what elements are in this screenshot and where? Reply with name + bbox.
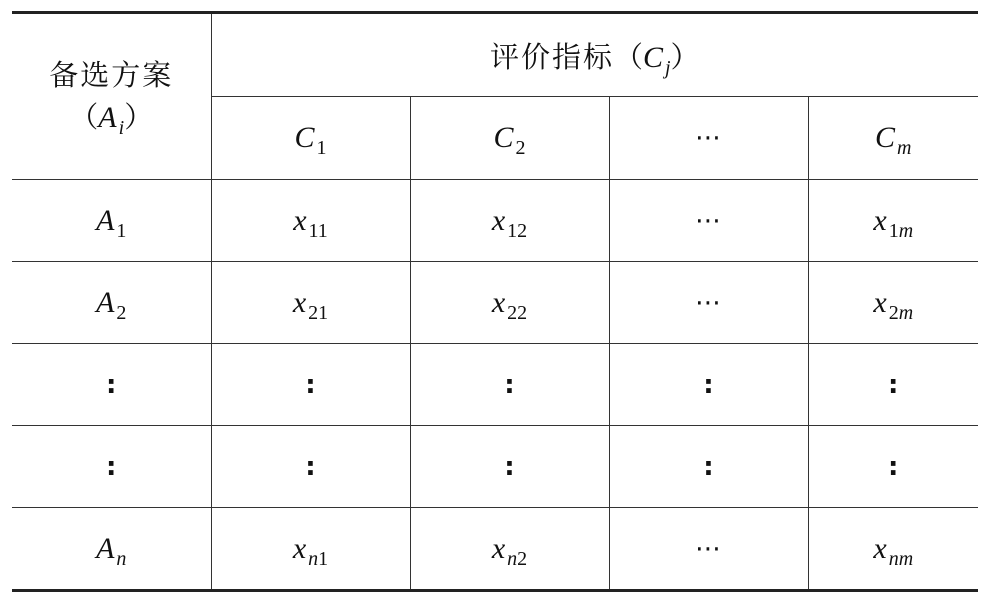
table-row (12, 180, 978, 262)
table-row (12, 508, 978, 591)
element-base: x (873, 531, 887, 565)
element-base: x (293, 203, 307, 237)
criteria-header-label: 评价指标 (489, 39, 614, 74)
ellipsis: ⋯ (695, 533, 722, 564)
alternatives-header-cell (12, 13, 211, 180)
element-sub-num: 1 (318, 547, 329, 570)
element-base: x (292, 285, 307, 319)
element-sub-var: n (308, 547, 319, 570)
element-sub-var: m (898, 219, 914, 242)
vertical-ellipsis: : (106, 451, 117, 482)
vertical-ellipsis: : (305, 369, 316, 400)
table-row (12, 262, 978, 344)
criterion-symbol-base: C (294, 121, 315, 154)
criterion-symbol-sub: 2 (515, 137, 526, 159)
header-row-1 (12, 13, 978, 97)
criteria-column-header (609, 97, 808, 180)
matrix-cell (609, 508, 808, 591)
element-sub-num: 12 (507, 219, 528, 242)
element-base: x (873, 285, 887, 319)
close-paren: ） (124, 99, 154, 134)
matrix-cell (808, 508, 978, 591)
matrix-cell (609, 180, 808, 262)
element-sub-var: m (898, 301, 914, 324)
element-base: x (292, 531, 307, 565)
alternative-cell (12, 262, 211, 344)
criteria-column-header (808, 97, 978, 180)
vertical-ellipsis: : (504, 451, 515, 482)
vertical-ellipsis: : (888, 369, 899, 400)
criteria-column-header (211, 97, 410, 180)
alternative-symbol-base: A (96, 285, 115, 319)
ellipsis: ⋯ (695, 205, 722, 236)
alternative-symbol-sub: 2 (116, 301, 127, 324)
close-paren: ） (670, 39, 700, 74)
alternatives-symbol-sub: i (118, 116, 125, 139)
element-sub-num: 1 (888, 219, 899, 242)
element-sub-num: 22 (507, 301, 528, 324)
criteria-column-header (410, 97, 609, 180)
table-row (12, 344, 978, 426)
element-base: x (491, 531, 506, 565)
element-sub-num: 11 (308, 219, 328, 242)
matrix-cell (211, 262, 410, 344)
vertical-ellipsis: : (703, 369, 714, 400)
alternative-cell (12, 426, 211, 508)
element-sub-num: 2 (888, 301, 899, 324)
element-base: x (491, 285, 506, 319)
matrix-cell (410, 508, 609, 591)
matrix-cell (211, 426, 410, 508)
matrix-cell (808, 262, 978, 344)
element-sub-num: 2 (517, 547, 528, 570)
matrix-cell (808, 426, 978, 508)
alternative-symbol-base: A (96, 531, 115, 565)
vertical-ellipsis: : (106, 369, 117, 400)
matrix-cell (410, 344, 609, 426)
alternative-symbol-sub: 1 (116, 219, 127, 242)
matrix-cell (808, 344, 978, 426)
alternatives-symbol (12, 96, 211, 140)
alternative-symbol-base: A (96, 203, 115, 237)
vertical-ellipsis: : (305, 451, 316, 482)
element-base: x (873, 203, 887, 237)
element-base: x (491, 203, 506, 237)
matrix-cell (410, 180, 609, 262)
criteria-symbol-sub: j (664, 56, 671, 79)
matrix-cell (211, 508, 410, 591)
matrix-cell (211, 180, 410, 262)
table-body (12, 13, 978, 591)
matrix-cell (410, 262, 609, 344)
criterion-symbol-sub: 1 (316, 137, 327, 159)
open-paren: （ (69, 99, 99, 134)
matrix-cell (609, 262, 808, 344)
alternative-cell (12, 180, 211, 262)
vertical-ellipsis: : (703, 451, 714, 482)
element-sub-var: n (507, 547, 518, 570)
criteria-symbol-base: C (642, 40, 663, 74)
vertical-ellipsis: : (504, 369, 515, 400)
matrix-cell (410, 426, 609, 508)
matrix-cell (808, 180, 978, 262)
alternative-symbol-sub: n (116, 547, 127, 570)
matrix-cell (609, 344, 808, 426)
criterion-symbol-sub: m (897, 137, 912, 159)
open-paren: （ (613, 39, 643, 74)
criteria-header-cell (211, 13, 978, 97)
alternatives-symbol-base: A (98, 100, 117, 134)
matrix-cell (211, 344, 410, 426)
table-row (12, 426, 978, 508)
element-sub-var: nm (888, 547, 914, 570)
element-sub-num: 21 (308, 301, 329, 324)
ellipsis: ⋯ (695, 287, 722, 318)
ellipsis: ⋯ (695, 123, 722, 153)
alternative-cell (12, 344, 211, 426)
matrix-cell (609, 426, 808, 508)
alternatives-header-label: 备选方案 (49, 57, 174, 92)
decision-matrix-table (12, 11, 978, 592)
alternative-cell (12, 508, 211, 591)
vertical-ellipsis: : (888, 451, 899, 482)
criterion-symbol-base: C (875, 121, 896, 154)
criterion-symbol-base: C (493, 121, 514, 154)
